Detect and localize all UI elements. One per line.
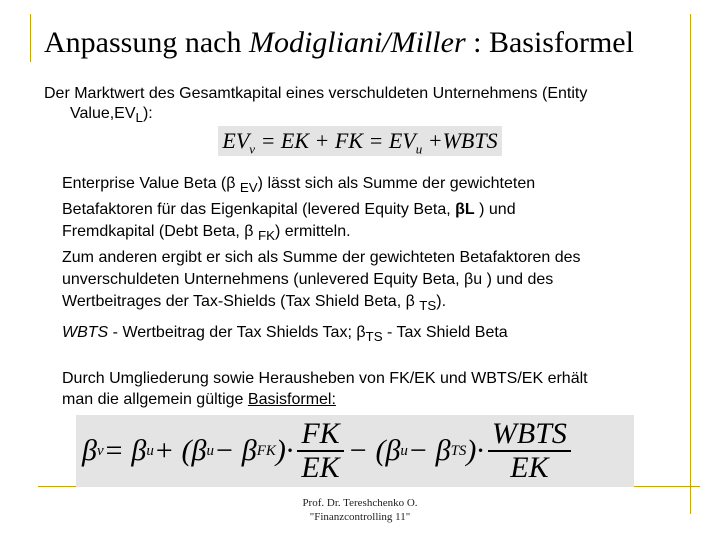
slide-title: Anpassung nach Modigliani/Miller : Basisformel bbox=[44, 26, 634, 59]
derivation-line-2: man die allgemein gültige Basisformel: bbox=[62, 391, 336, 408]
beta-line-2: Betafaktoren für das Eigenkapital (levered Equity Beta, βL ) und bbox=[62, 201, 516, 219]
derivation-line-1: Durch Umgliederung sowie Herausheben von FK/EK und WBTS/EK erhält bbox=[62, 370, 588, 387]
equation-basisformel: β v = β u + (β u − β FK )· $\frac{FK}{EK}$ − (β u − β TS )· $\frac{\text{WBTS}}{EK}$ bbox=[76, 415, 634, 487]
footer bbox=[240, 496, 480, 524]
intro-paragraph bbox=[44, 84, 684, 128]
definitions-line: WBTS - Wertbeitrag der Tax Shields Tax; $\beta_{TS}$ - Tax Shield Beta bbox=[62, 324, 508, 345]
beta-line-5: unverschuldeten Unternehmens (unlevered Equity Beta, βu ) und des bbox=[62, 271, 554, 289]
fraction-fk-ek: $\frac{FK}{EK}$ bbox=[297, 418, 343, 484]
equation-entity-value: $EV_v$ = EK + FK = $EV_u$ +WBTS bbox=[218, 126, 502, 156]
beta-line-6: Wertbeitrages der Tax-Shields (Tax Shield Beta, β $_{TS}$). bbox=[62, 293, 447, 314]
beta-line-3: Fremdkapital (Debt Beta, β $_{FK}$) ermitteln. bbox=[62, 223, 351, 244]
intro-line-1: Der Marktwert des Gesamtkapital eines verschuldeten Unternehmens (Entity bbox=[44, 85, 588, 102]
left-accent-line bbox=[30, 14, 31, 62]
fraction-wbts-ek: $\frac{\text{WBTS}}{EK}$ bbox=[488, 418, 571, 484]
footer-author: Prof. Dr. Tereshchenko O. bbox=[302, 497, 418, 509]
beta-paragraph bbox=[62, 173, 692, 318]
title-authors: Modigliani/Miller bbox=[248, 26, 466, 59]
basisformel-link: Basisformel: bbox=[247, 391, 336, 408]
footer-course: "Finanzcontrolling 11" bbox=[309, 511, 411, 523]
beta-line-1: Enterprise Value Beta (β $_{EV}$) lässt sich als Summe der gewichteten bbox=[62, 175, 536, 196]
intro-line-2: $Value,EV_L$): bbox=[70, 105, 153, 126]
derivation-paragraph bbox=[62, 368, 692, 410]
beta-line-4: Zum anderen ergibt er sich als Summe der gewichteten Betafaktoren des bbox=[62, 249, 581, 267]
